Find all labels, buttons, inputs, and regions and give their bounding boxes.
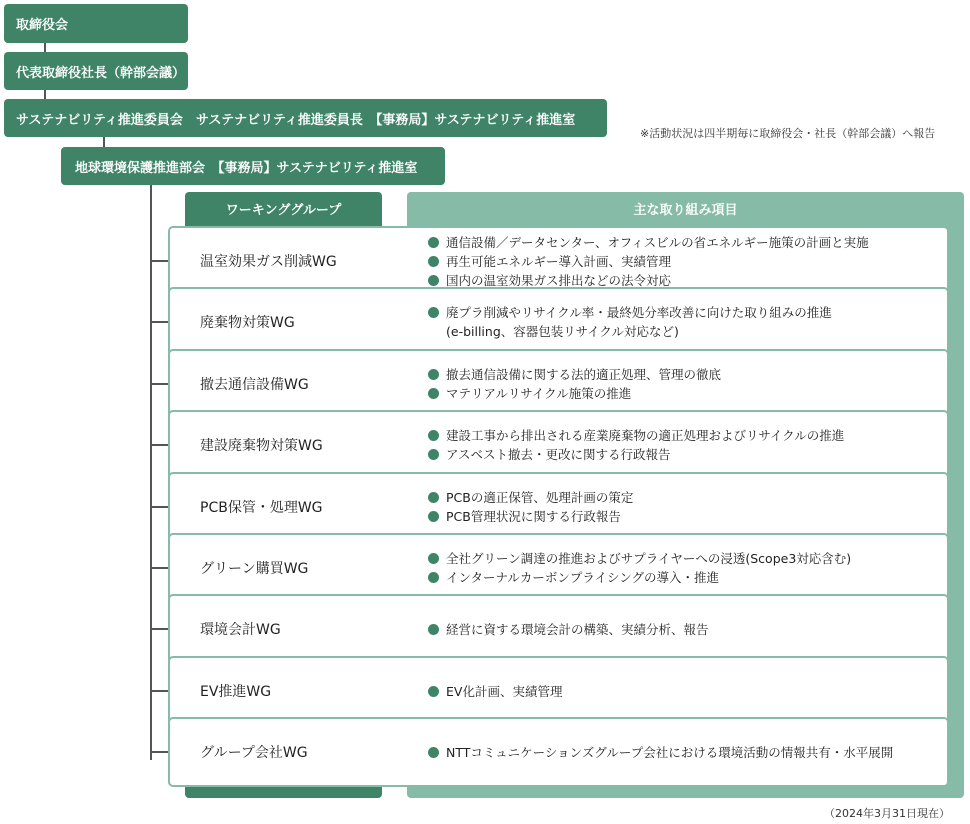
- bullet-icon: [428, 553, 439, 564]
- initiative-text: EV化計画、実績管理: [446, 683, 563, 699]
- branch-connector: [150, 690, 168, 692]
- branch-connector: [150, 506, 168, 508]
- bullet-icon: [428, 686, 439, 697]
- initiative-list: [428, 289, 943, 355]
- initiative-item: [428, 322, 943, 341]
- subcommittee-label: 地球環境保護推進部会 【事務局】サステナビリティ推進室: [75, 160, 418, 176]
- working-group-row: [168, 226, 949, 296]
- bullet-icon: [428, 511, 439, 522]
- initiative-item: [428, 507, 943, 526]
- initiative-list: [428, 535, 943, 601]
- initiative-list: [428, 228, 943, 294]
- working-group-row: [168, 594, 949, 664]
- initiative-item: [428, 426, 943, 445]
- initiative-item: [428, 488, 943, 507]
- initiative-text: 建設工事から排出される産業廃棄物の適正処理およびリサイクルの推進: [446, 428, 845, 443]
- initiative-item: [428, 233, 943, 252]
- branch-connector: [150, 628, 168, 630]
- initiative-item: [428, 303, 943, 322]
- bullet-icon: [428, 572, 439, 583]
- bullet-icon: [428, 747, 439, 758]
- committee-box: [4, 99, 607, 137]
- initiative-text: PCBの適正保管、処理計画の策定: [446, 490, 634, 505]
- working-group-name: EV推進WG: [200, 684, 272, 700]
- board-label: 取締役会: [16, 18, 69, 33]
- bullet-icon: [428, 307, 439, 318]
- bullet-icon: [428, 624, 439, 635]
- working-group-name: グループ会社WG: [200, 745, 308, 761]
- initiative-list: [428, 412, 943, 478]
- initiative-text: 通信設備／データセンター、オフィスビルの省エネルギー施策の計画と実施: [446, 234, 869, 250]
- initiative-item: [428, 682, 943, 701]
- initiative-item: [428, 252, 943, 271]
- initiative-item: [428, 365, 943, 384]
- initiative-text: インターナルカーボンプライシングの導入・推進: [446, 570, 719, 585]
- branch-connector: [150, 751, 168, 753]
- bullet-icon: [428, 256, 439, 267]
- branch-connector: [150, 567, 168, 569]
- bullet-icon: [428, 492, 439, 503]
- subcommittee-box: [61, 147, 445, 185]
- initiative-list: [428, 658, 943, 724]
- initiative-text: 経営に資する環境会計の構築、実績分析、報告: [446, 621, 709, 637]
- connector-president-committee: [44, 90, 46, 99]
- initiative-list: [428, 719, 943, 785]
- bullet-icon: [428, 388, 439, 399]
- initiative-item: [428, 549, 943, 568]
- initiative-list: [428, 351, 943, 417]
- bullet-icon: [428, 275, 439, 286]
- initiative-item: [428, 445, 943, 464]
- committee-label: サステナビリティ推進委員会 サステナビリティ推進委員長 【事務局】サステナビリティ推進室: [16, 112, 576, 128]
- president-label: 代表取締役社長（幹部会議）: [16, 65, 186, 81]
- working-group-name: 撤去通信設備WG: [200, 377, 309, 393]
- connector-board-president: [44, 43, 46, 52]
- bullet-icon: [428, 369, 439, 380]
- reporting-note: ※活動状況は四半期毎に取締役会・社長（幹部会議）へ報告: [640, 127, 936, 140]
- working-group-name: 廃棄物対策WG: [200, 315, 295, 331]
- as-of-date: （2024年3月31日現在）: [824, 807, 950, 820]
- initiative-text: 廃プラ削減やリサイクル率・最終処分率改善に向けた取り組みの推進: [446, 305, 832, 320]
- initiative-text: アスベスト撤去・更改に関する行政報告: [446, 447, 671, 462]
- initiative-item: [428, 384, 943, 403]
- working-group-name: PCB保管・処理WG: [200, 500, 323, 516]
- working-group-name: グリーン購買WG: [200, 561, 309, 577]
- working-group-name: 建設廃棄物対策WG: [200, 438, 323, 454]
- initiative-item: [428, 620, 943, 639]
- initiative-text: 撤去通信設備に関する法的適正処理、管理の徹底: [446, 367, 722, 382]
- initiative-list: [428, 474, 943, 540]
- initiative-text: PCB管理状況に関する行政報告: [446, 509, 621, 524]
- initiative-item: [428, 568, 943, 587]
- working-group-row: [168, 349, 949, 419]
- trunk-line: [150, 185, 152, 760]
- bullet-icon: [428, 237, 439, 248]
- branch-connector: [150, 321, 168, 323]
- wg-header: ワーキンググループ: [225, 202, 342, 218]
- branch-connector: [150, 444, 168, 446]
- president-box: [4, 52, 188, 90]
- board-box: [4, 4, 188, 43]
- working-group-name: 環境会計WG: [200, 622, 281, 638]
- initiative-text: 再生可能エネルギー導入計画、実績管理: [446, 253, 672, 269]
- working-group-row: [168, 533, 949, 603]
- working-group-row: [168, 472, 949, 542]
- initiative-list: [428, 596, 943, 662]
- items-header: 主な取り組み項目: [633, 202, 738, 218]
- working-group-row: [168, 656, 949, 726]
- initiative-text: 全社グリーン調達の推進およびサプライヤーへの浸透(Scope3対応含む): [446, 551, 852, 566]
- initiative-text: マテリアルリサイクル施策の推進: [446, 386, 632, 401]
- bullet-icon: [428, 449, 439, 460]
- initiative-text: (e-billing、容器包装リサイクル対応など): [446, 324, 679, 339]
- connector-committee-subcommittee: [103, 137, 105, 147]
- working-group-row: [168, 410, 949, 480]
- branch-connector: [150, 260, 168, 262]
- working-group-name: 温室効果ガス削減WG: [200, 254, 337, 270]
- initiative-text: NTTコミュニケーションズグループ会社における環境活動の情報共有・水平展開: [446, 744, 894, 760]
- working-group-row: [168, 287, 949, 357]
- working-group-row: [168, 717, 949, 787]
- initiative-item: [428, 743, 943, 762]
- bullet-icon: [428, 430, 439, 441]
- initiative-text: 国内の温室効果ガス排出などの法令対応: [446, 272, 672, 288]
- branch-connector: [150, 383, 168, 385]
